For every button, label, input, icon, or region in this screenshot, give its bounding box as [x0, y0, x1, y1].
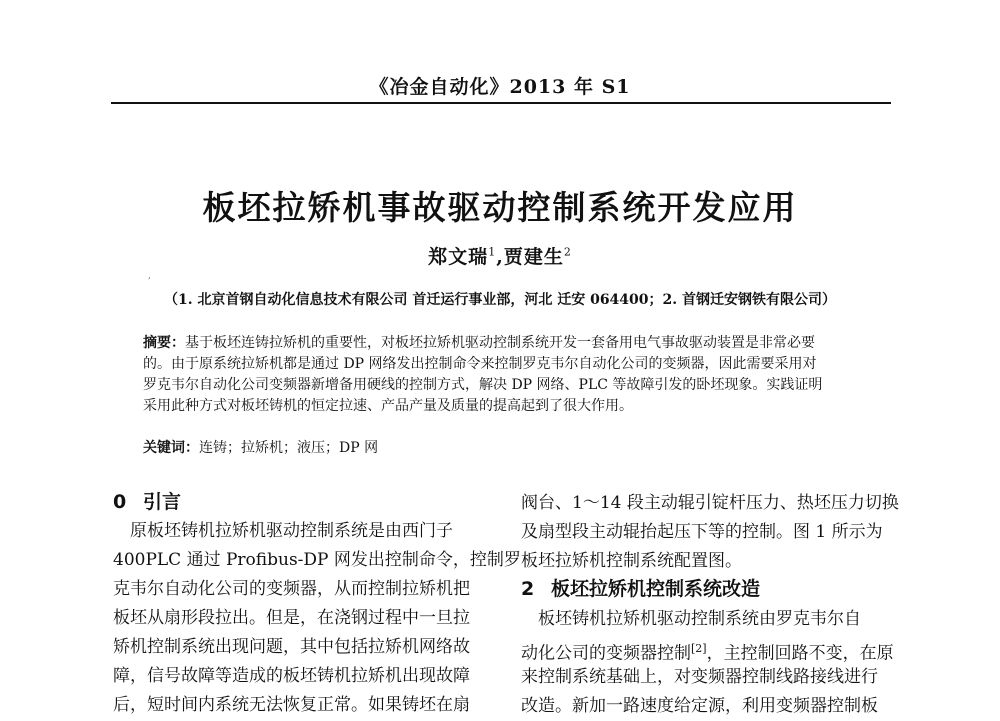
abstract — [143, 333, 863, 417]
text-line: 阀台、1～14 段主动辊引锭杆压力、热坯压力切换 — [521, 493, 899, 513]
author-1-affil: 1 — [488, 245, 497, 259]
abstract-label: 摘要： — [143, 335, 185, 351]
right-column-bottom — [521, 605, 894, 721]
header-rule — [111, 102, 891, 104]
text-line: 板坯拉矫机控制系统配置图。 — [521, 551, 742, 571]
text-segment: 动化公司的变频器控制 — [521, 643, 691, 664]
keywords-text: 连铸；拉矫机；液压；DP 网 — [199, 440, 379, 456]
keywords — [143, 437, 378, 457]
abstract-line: 采用此种方式对板坯铸机的恒定拉速、产品产量及质量的提高起到了很大作用。 — [143, 398, 633, 414]
section-0-number: 0 — [113, 491, 127, 513]
text-line: 改造。新加一路速度给定源，利用变频器控制板 — [521, 696, 878, 716]
abstract-text: 基于板坯连铸拉矫机的重要性，对板坯拉矫机驱动控制系统开发一套备用电气事故驱动装置是非常必要 — [185, 335, 815, 351]
text-line: 板坯从扇形段拉出。但是，在浇钢过程中一旦拉 — [113, 608, 470, 628]
affiliation: （1. 北京首钢自动化信息技术有限公司 首迁运行事业部，河北 迁安 064400；2. 首钢迁安钢铁有限公司） — [163, 292, 837, 308]
left-column — [113, 517, 521, 720]
section-2-number: 2 — [521, 578, 535, 600]
text-segment: ，主控制回路不变，在原 — [706, 643, 894, 664]
author-separator: , — [496, 246, 504, 268]
text-line: 克韦尔自动化公司的变频器，从而控制拉矫机把 — [113, 579, 470, 599]
paper-title: 板坯拉矫机事故驱动控制系统开发应用 — [202, 188, 798, 227]
text-line: 矫机控制系统出现问题，其中包括拉矫机网络故 — [113, 637, 470, 657]
right-column-top — [521, 489, 899, 576]
author-2: 贾建生 — [503, 246, 564, 268]
text-line: 来控制系统基础上，对变频器控制线路接线进行 — [521, 667, 878, 687]
abstract-line — [143, 333, 863, 354]
text-line: 400PLC 通过 Profibus-DP 网发出控制命令，控制罗 — [113, 550, 521, 570]
abstract-line: 罗克韦尔自动化公司变频器新增备用硬线的控制方式，解决 DP 网络、PLC 等故障引发的卧坯现象。实践证明 — [143, 377, 823, 393]
text-line: 原板坯铸机拉矫机驱动控制系统是由西门子 — [113, 521, 453, 541]
citation-ref: [2] — [691, 642, 707, 655]
authors — [0, 242, 1000, 269]
author-1: 郑文瑞 — [428, 246, 489, 268]
section-2-heading — [521, 574, 760, 601]
abstract-line: 的。由于原系统拉矫机都是通过 DP 网络发出控制命令来控制罗克韦尔自动化公司的变频器，因此需要采用对 — [143, 356, 817, 372]
author-2-affil: 2 — [563, 245, 572, 259]
text-line: 及扇型段主动辊抬起压下等的控制。图 1 所示为 — [521, 522, 883, 542]
section-2-title: 板坯拉矫机控制系统改造 — [551, 578, 761, 600]
stray-mark: , — [148, 271, 151, 281]
section-0-title: 引言 — [143, 491, 182, 513]
keywords-label: 关键词： — [143, 440, 199, 456]
text-line — [521, 634, 894, 663]
journal-header: 《冶金自动化》2013 年 S1 — [369, 76, 631, 98]
section-0-heading — [113, 487, 181, 514]
text-line: 后，短时间内系统无法恢复正常。如果铸坯在扇 — [113, 695, 470, 715]
text-line: 板坯铸机拉矫机驱动控制系统由罗克韦尔自 — [521, 609, 861, 629]
text-line: 障，信号故障等造成的板坯铸机拉矫机出现故障 — [113, 666, 470, 686]
